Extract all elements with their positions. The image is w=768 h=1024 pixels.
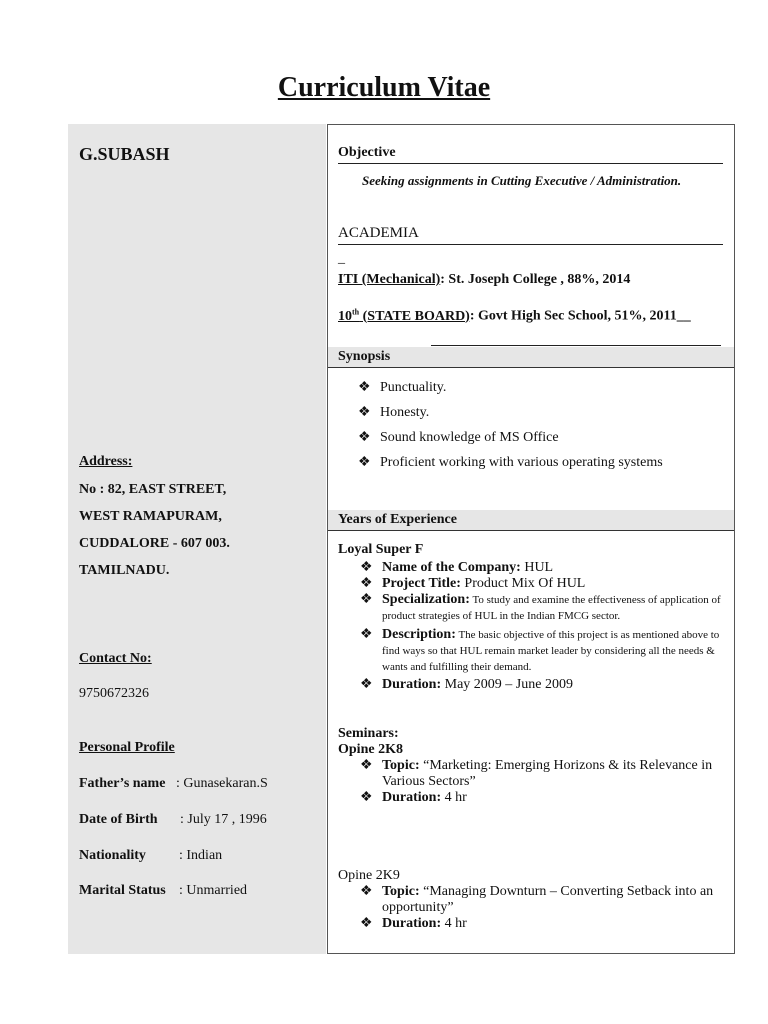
- seminar-name: Opine 2K8: [338, 742, 403, 757]
- profile-row-dob: [79, 812, 267, 828]
- diamond-bullet-icon: ❖: [360, 758, 373, 773]
- personal-profile-label: Personal Profile: [79, 740, 175, 755]
- seminars-block: [338, 726, 728, 806]
- experience-heading: Years of Experience: [328, 510, 734, 531]
- list-item: ❖ Topic: “Managing Downturn – Converting Setback into an opportunity”: [360, 884, 714, 915]
- experience-block: [338, 542, 728, 693]
- diamond-bullet-icon: ❖: [360, 576, 373, 591]
- list-item: ❖ Sound knowledge of MS Office: [358, 430, 559, 445]
- left-column: [68, 124, 326, 954]
- academia-details: : St. Joseph College , 88%, 2014: [440, 272, 631, 287]
- list-item: ❖ Honesty.: [358, 405, 430, 420]
- list-item: ❖ Duration: 4 hr: [360, 790, 467, 805]
- diamond-bullet-icon: ❖: [358, 430, 371, 445]
- page-title: Curriculum Vitae: [277, 72, 491, 103]
- profile-key: Nationality: [79, 848, 146, 863]
- list-item: ❖ Name of the Company: HUL: [360, 560, 554, 575]
- synopsis-list: [358, 379, 663, 479]
- objective-text: Seeking assignments in Cutting Executive / Administration.: [362, 173, 682, 188]
- divider: [431, 345, 721, 346]
- diamond-bullet-icon: ❖: [360, 916, 373, 931]
- profile-sep: :: [179, 848, 187, 863]
- profile-key: Father’s name: [79, 776, 166, 791]
- profile-row-nationality: [79, 848, 222, 864]
- synopsis-heading: Synopsis: [328, 347, 734, 368]
- academia-details: : Govt High Sec School, 51%, 2011__: [469, 308, 691, 324]
- diamond-bullet-icon: ❖: [358, 380, 371, 395]
- list-item: ❖ Proficient working with various operating systems: [358, 455, 663, 470]
- profile-value: Gunasekaran.S: [183, 776, 268, 791]
- profile-row-father: [79, 776, 268, 792]
- profile-key: Marital Status: [79, 883, 166, 898]
- academia-row-10th: [338, 307, 691, 325]
- diamond-bullet-icon: ❖: [358, 405, 371, 420]
- seminars-label: Seminars:: [338, 726, 399, 741]
- diamond-bullet-icon: ❖: [358, 455, 371, 470]
- list-item: ❖ Specialization: To study and examine the effectiveness of application of product strategies of HUL in the Indian FMCG sector.: [360, 592, 721, 622]
- list-item: ❖ Description: The basic objective of this project is as mentioned above to find ways so that HUL remain market leader by considering all the needs & wants and fulfilling their demand.: [360, 627, 720, 673]
- address-line: WEST RAMAPURAM,: [79, 509, 222, 524]
- contact-label: Contact No:: [79, 651, 152, 666]
- address-label: Address:: [79, 454, 133, 469]
- profile-row-marital: [79, 883, 247, 899]
- address-line: CUDDALORE - 607 003.: [79, 536, 230, 551]
- diamond-bullet-icon: ❖: [360, 560, 373, 575]
- diamond-bullet-icon: ❖: [360, 627, 373, 642]
- academia-label: 10th (STATE BOARD): [338, 307, 470, 324]
- candidate-name: G.SUBASH: [79, 144, 170, 164]
- academia-row-iti: [338, 272, 630, 288]
- list-item: ❖ Duration: 4 hr: [360, 916, 467, 931]
- academia-label: ITI (Mechanical): [338, 272, 441, 287]
- list-item: ❖ Duration: May 2009 – June 2009: [360, 677, 573, 692]
- profile-value: July 17 , 1996: [187, 812, 267, 827]
- seminar-name: Opine 2K9: [338, 868, 400, 883]
- diamond-bullet-icon: ❖: [360, 592, 373, 607]
- profile-sep: :: [180, 812, 188, 827]
- company-name: Loyal Super F: [338, 542, 424, 557]
- profile-value: Unmarried: [186, 883, 248, 898]
- list-item: ❖ Project Title: Product Mix Of HUL: [360, 576, 586, 591]
- diamond-bullet-icon: ❖: [360, 677, 373, 692]
- profile-sep: :: [179, 883, 187, 898]
- academia-heading: ACADEMIA: [338, 225, 723, 245]
- list-item: ❖ Topic: “Marketing: Emerging Horizons & its Relevance in Various Sectors”: [360, 758, 713, 789]
- contact-number: 9750672326: [79, 686, 149, 701]
- objective-heading: Objective: [338, 145, 723, 164]
- profile-value: Indian: [186, 848, 223, 863]
- diamond-bullet-icon: ❖: [360, 884, 373, 899]
- profile-key: Date of Birth: [79, 812, 158, 827]
- address-line: TAMILNADU.: [79, 563, 170, 578]
- diamond-bullet-icon: ❖: [360, 790, 373, 805]
- academia-dash: _: [338, 251, 345, 266]
- list-item: ❖ Punctuality.: [358, 380, 447, 395]
- profile-sep: :: [176, 776, 184, 791]
- address-line: No : 82, EAST STREET,: [79, 482, 227, 497]
- right-column: [327, 124, 735, 954]
- seminar-block-2: [338, 868, 728, 932]
